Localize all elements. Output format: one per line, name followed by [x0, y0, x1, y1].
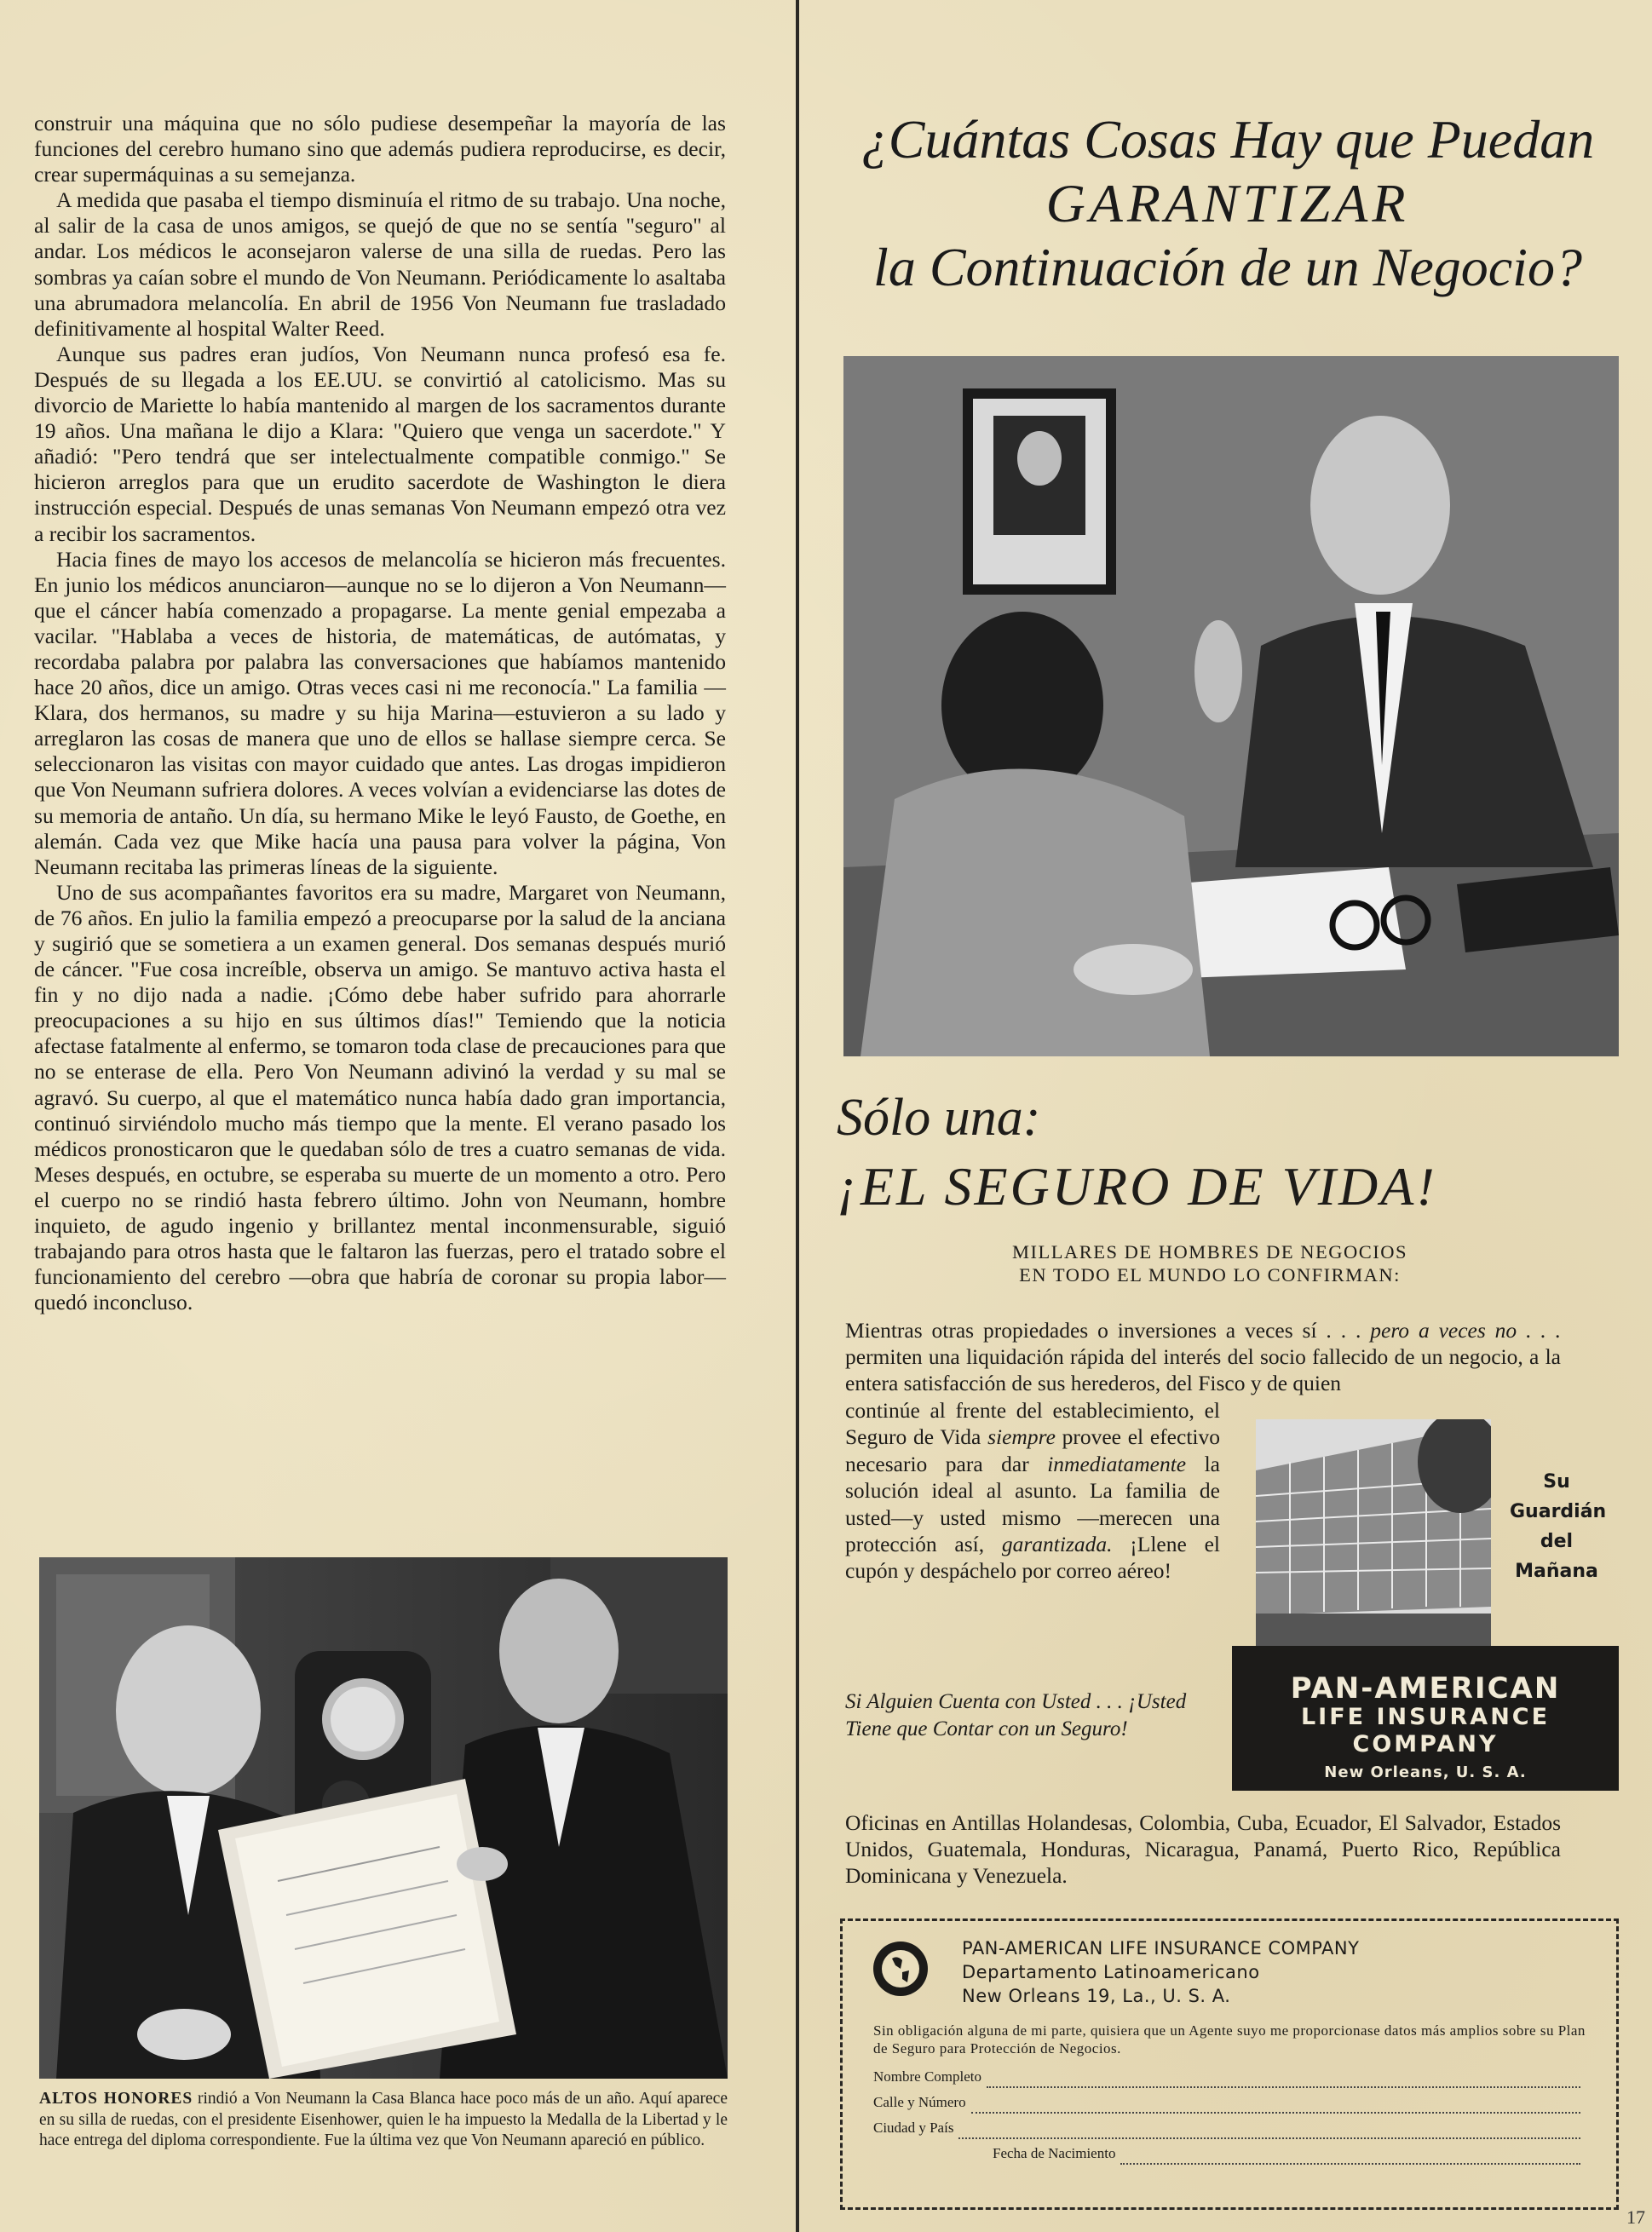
article-paragraph: A medida que pasaba el tiempo disminuía el ritmo de su trabajo. Una noche, al salir de la casa de unos amigos, se quejó de que no se sentía "seguro" al andar. Los médicos le aconsejaron valerse de una silla de ruedas. Pero las sombras ya caían sobre el mundo de Von Neumann. Periódicamente lo asaltaba una abrumadora melancolía. En abril de 1956 Von Neumann fue trasladado definitivamente al hospital Walter Reed. — [34, 187, 726, 341]
ad-body-italic: siempre — [987, 1424, 1056, 1450]
coupon-field-name[interactable] — [873, 2066, 1580, 2088]
logo-line4: New Orleans, U. S. A. — [1324, 1763, 1527, 1781]
field-label: Nombre Completo — [873, 2068, 982, 2085]
article-paragraph: Hacia fines de mayo los accesos de melancolía se hicieron más frecuentes. En junio los médicos anunciaron—aunque no se lo dijeron a Von Neumann—que el cáncer había comenzado a propagarse. La mente genial empezaba a vacilar. "Hablaba a veces de historia, de matemáticas, de autómatas, y recordaba palabra por palabra las conversaciones que habíamos mantenido hace 20 años, dice un amigo. Otras veces casi ni me reconocía." La familia —Klara, dos hermanos, su madre y su hija Marina—estuvieron a su lado y arreglaron las cosas de manera que uno de ellos se hallase siempre cerca. Se seleccionaron las visitas con mayor cuidado que antes. Las drogas impidieron que Von Neumann sufriera dolores. A veces volvían a evidenciarse las dotes de su memoria de antaño. Un día, su hermano Mike le leyó Fausto, de Goethe, en alemán. Cada vez que Mike hacía una pausa para volver la página, Von Neumann recitaba las primeras líneas de la siguiente. — [34, 546, 726, 879]
article-paragraph: construir una máquina que no sólo pudiese desempeñar la mayoría de las funciones del cerebro humano sino que además pudiera reproducirse, es decir, crear supermáquinas a su semejanza. — [34, 111, 726, 187]
article-paragraph: Uno de sus acompañantes favoritos era su madre, Margaret von Neumann, de 76 años. En julio la familia empezó a preocuparse por la salud de la anciana y sugirió que se sometiera a un examen general. Dos semanas después murió de cáncer. "Fue cosa increíble, observa un amigo. Se mantuvo activa hasta el fin y no dijo nada a nadie. ¡Cómo debe haber sufrido para ahorrarle preocupaciones a su hijo en sus últimos días!" Temiendo que la noticia afectase fatalmente al enfermo, se tomaron toda clase de precauciones para que no se enterase de ella. Pero Von Neumann adivinó la verdad y su mal se agravó. Su cuerpo, al que el matemático nunca había dado gran importancia, continuó sirviéndolo mucho más tiempo que la mente. El verano pasado los médicos pronosticaron que le quedaban sólo de tres a cuatro semanas de vida. Meses después, en octubre, se esperaba su muerte de un momento a otro. Pero el cuerpo no se rindió hasta febrero último. John von Neumann, hombre inquieto, de agudo ingenio y brillantez mental inconmensurable, siguió trabajando para otros hasta que le faltaron las fuerzas, pero el tratado sobre el funcionamiento del cerebro —obra que habría de coronar su propia labor—quedó inconcluso. — [34, 879, 726, 1315]
ad-body-italic: pero a veces no . . . — [1370, 1318, 1561, 1343]
ad-body-text: Mientras otras propiedades o inversiones a veces sí . . . — [845, 1318, 1371, 1343]
eisenhower-photo — [39, 1557, 728, 2079]
ad-body-continued — [845, 1397, 1220, 1585]
caption-text: rindió a Von Neumann la Casa Blanca hace poco más de un año. Aquí aparece en su silla de ruedas, con el presidente Eisenhower, quien le ha impuesto la Medalla de la Libertad y le hace entrega del diploma correspondiente. Fue la última vez que Von Neumann apareció en público. — [39, 2090, 728, 2149]
coupon-field-street[interactable] — [873, 2091, 1580, 2114]
field-line[interactable] — [1120, 2148, 1580, 2165]
business-meeting-photo — [843, 356, 1619, 1056]
caption-lead: ALTOS HONORES — [39, 2090, 193, 2108]
field-label: Calle y Número — [873, 2094, 966, 2110]
logo-line3: COMPANY — [1352, 1731, 1499, 1757]
coupon-request-text: Sin obligación alguna de mi parte, quisiera que un Agente suyo me proporcionase datos más amplios sobre su Plan de Seguro para Protección de Negocios. — [873, 2022, 1586, 2057]
logo-line2: LIFE INSURANCE — [1300, 1704, 1551, 1730]
ad-headline-line1: ¿Cuántas Cosas Hay que Puedan — [861, 109, 1595, 170]
column-divider — [796, 0, 799, 2232]
ad-slogan: Si Alguien Cuenta con Usted . . . ¡Usted Tiene que Contar con un Seguro! — [845, 1690, 1187, 1740]
coupon-company: PAN-AMERICAN LIFE INSURANCE COMPANY — [962, 1938, 1360, 1959]
ad-body-text: continúe al frente del establecimiento, el Seguro de Vida — [845, 1398, 1220, 1450]
coupon-form[interactable] — [840, 1918, 1619, 2210]
photo-caption — [39, 2089, 728, 2152]
ad-millares-line2: EN TODO EL MUNDO LO CONFIRMAN: — [1019, 1264, 1401, 1286]
ad-headline — [823, 107, 1632, 299]
ad-body-text: ¡Llene el cupón y despáchelo por correo aéreo! — [845, 1532, 1220, 1584]
guardian-line: del — [1540, 1531, 1574, 1552]
ad-millares-line1: MILLARES DE HOMBRES DE NEGOCIOS — [1011, 1241, 1407, 1263]
guardian-line: Guardián — [1510, 1501, 1607, 1522]
ad-headline-line3: la Continuación de un Negocio? — [873, 237, 1582, 297]
field-line[interactable] — [971, 2097, 1580, 2114]
guardian-line: Su — [1543, 1471, 1570, 1493]
field-line[interactable] — [987, 2071, 1580, 2088]
logo-line1: PAN-AMERICAN — [1290, 1671, 1561, 1706]
coupon-department: Departamento Latinoamericano — [962, 1962, 1260, 1982]
field-label: Ciudad y País — [873, 2120, 954, 2136]
globe-seal-icon — [872, 1940, 930, 1998]
ad-guardian-tagline — [1510, 1467, 1607, 1586]
article-paragraph: Aunque sus padres eran judíos, Von Neumann nunca profesó esa fe. Después de su llegada a los EE.UU. se convirtió al catolicismo. Mas su divorcio de Mariette lo había mantenido al margen de los sacramentos durante 19 años. Una mañana le dijo a Klara: "Quiero que venga un sacerdote." Y añadió: "Pero tendrá que ser intelectualmente compatible conmigo." Se hicieron arreglos para que un erudito sacerdote de Washington le diera instrucción especial. Después de unas semanas Von Neumann empezó otra vez a recibir los sacramentos. — [34, 341, 726, 546]
coupon-field-birthdate[interactable] — [993, 2143, 1580, 2165]
ad-offices: Oficinas en Antillas Holandesas, Colombia, Cuba, Ecuador, El Salvador, Estados Unidos, Guatemala, Honduras, Nicaragua, Panamá, Puerto Rico, República Dominicana y Venezuela. — [845, 1810, 1561, 1888]
field-label: Fecha de Nacimiento — [993, 2145, 1116, 2161]
ad-millares — [886, 1240, 1534, 1286]
page-number: 17 — [1626, 2206, 1645, 2228]
ad-body-text: permiten una liquidación rápida del interés del socio fallecido de un negocio, a la entera satisfacción de sus herederos, del Fisco y de quien — [845, 1344, 1561, 1395]
office-building-photo — [1256, 1419, 1491, 1648]
article-body — [34, 111, 726, 1315]
coupon-address: New Orleans 19, La., U. S. A. — [962, 1986, 1231, 2006]
ad-body-text: la solución ideal al asunto. La familia de usted—y usted mismo —merecen una protección así, — [845, 1451, 1220, 1557]
coupon-field-city[interactable] — [873, 2117, 1580, 2139]
ad-solo-una: Sólo una: — [837, 1089, 1041, 1147]
ad-body-text: provee el efectivo necesario para dar — [845, 1424, 1220, 1476]
ad-body-italic: inmediatamente — [1047, 1451, 1187, 1476]
guardian-line: Mañana — [1515, 1561, 1598, 1582]
coupon-header — [962, 1936, 1359, 2008]
field-line[interactable] — [958, 2122, 1580, 2139]
pan-american-logo — [1232, 1646, 1619, 1791]
ad-seguro-de-vida: ¡EL SEGURO DE VIDA! — [837, 1156, 1437, 1217]
ad-headline-line2: GARANTIZAR — [1045, 173, 1410, 233]
ad-body-italic: garantizada. — [1001, 1532, 1113, 1557]
ad-body-intro — [845, 1317, 1561, 1396]
